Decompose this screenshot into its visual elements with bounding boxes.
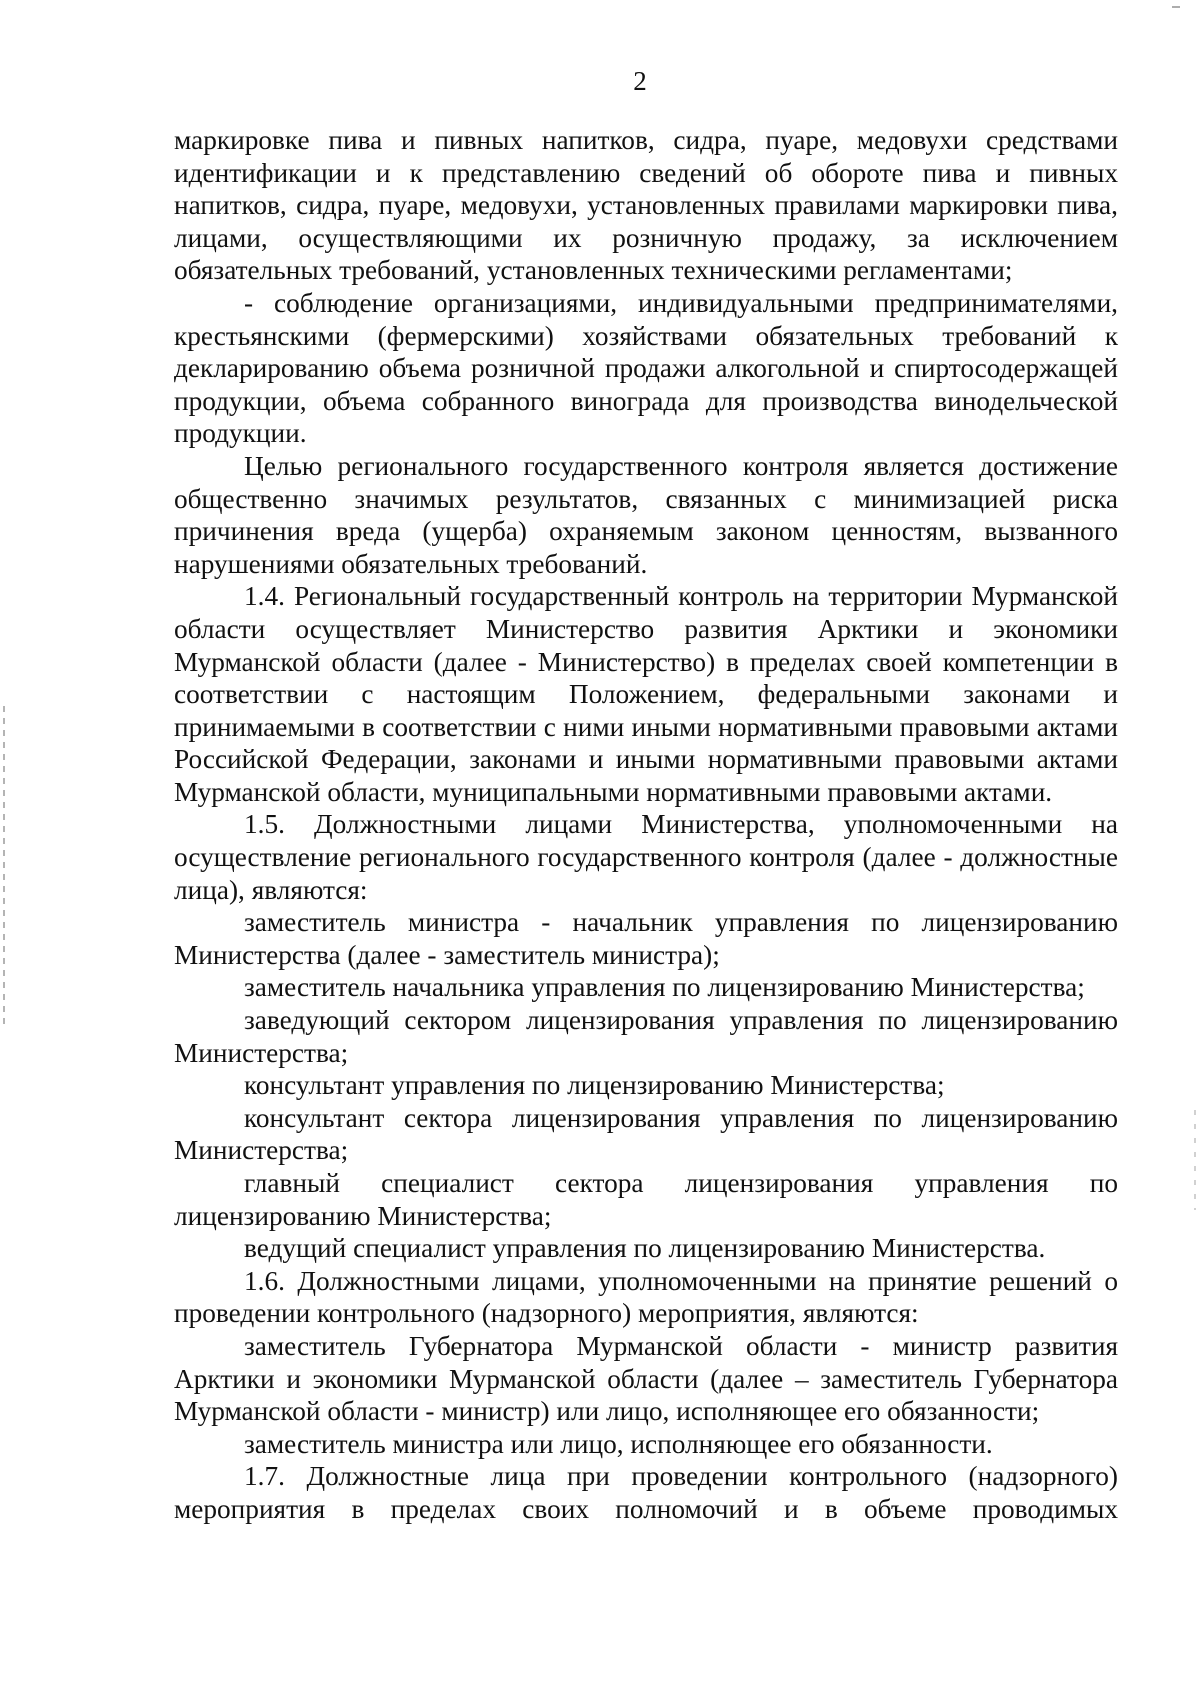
paragraph: 1.6. Должностными лицами, уполномоченными на принятие решений о проведении контрольного (надзорного) мероприятия, являются: xyxy=(174,1265,1118,1329)
paragraph: ведущий специалист управления по лицензированию Министерства. xyxy=(244,1233,1046,1264)
paragraph: маркировке пива и пивных напитков, сидра, пуаре, медовухи средствами идентификации и к представлению сведений об обороте пива и пивных напитков, сидра, пуаре, медовухи, установленных правилами маркировки пива, лицами, осуществляющими их розничную продажу, за исключением обязательных требований, установленных техническими регламентами; xyxy=(174,125,1118,286)
paragraph: - соблюдение организациями, индивидуальными предпринимателями, крестьянскими (фермерскими) хозяйствами обязательных требований к декларированию объема розничной продажи алкогольной и спиртосодержащей продукции, объема собранного винограда для производства винодельческой продукции. xyxy=(174,287,1118,449)
paragraph: 1.4. Региональный государственный контроль на территории Мурманской области осуществляет Министерство развития Арктики и экономики Мурманской области (далее - Министерство) в пределах своей компетенции в соответствии с настоящим Положением, федеральными законами и принимаемыми в соответствии с ними иными нормативными правовыми актами Российской Федерации, законами и иными нормативными правовыми актами Мурманской области, муниципальными нормативными правовыми актами. xyxy=(174,581,1118,807)
paragraph: заместитель министра - начальник управления по лицензированию Министерства (далее - заместитель министра); xyxy=(174,907,1118,970)
paragraph: консультант управления по лицензированию Министерства; xyxy=(244,1070,945,1101)
paragraph: консультант сектора лицензирования управления по лицензированию Министерства; xyxy=(174,1102,1118,1166)
paragraph: Целью регионального государственного контроля является достижение общественно значимых результатов, связанных с минимизацией риска причинения вреда (ущерба) охраняемым законом ценностям, вызванного нарушениями обязательных требований. xyxy=(174,450,1118,579)
document-body xyxy=(174,124,1118,1526)
paragraph: заместитель министра или лицо, исполняющее его обязанности. xyxy=(244,1428,993,1459)
paragraph: заместитель Губернатора Мурманской области - министр развития Арктики и экономики Мурманской области (далее – заместитель Губернатора Мурманской области - министр) или лицо, исполняющее его обязанности; xyxy=(174,1330,1118,1427)
scan-artifact xyxy=(3,706,5,1026)
scan-artifact xyxy=(1172,6,1180,8)
paragraph: 1.7. Должностные лица при проведении контрольного (надзорного) мероприятия в пределах своих полномочий и в объеме проводимых xyxy=(174,1461,1118,1524)
paragraph: главный специалист сектора лицензирования управления по лицензированию Министерства; xyxy=(174,1168,1118,1231)
paragraph: заместитель начальника управления по лицензированию Министерства; xyxy=(244,972,1085,1003)
paragraph: заведующий сектором лицензирования управления по лицензированию Министерства; xyxy=(174,1005,1118,1068)
scan-artifact xyxy=(1194,1110,1196,1210)
page-number: 2 xyxy=(633,66,647,96)
paragraph: 1.5. Должностными лицами Министерства, уполномоченными на осуществление регионального государственного контроля (далее - должностные лица), являются: xyxy=(174,809,1118,905)
